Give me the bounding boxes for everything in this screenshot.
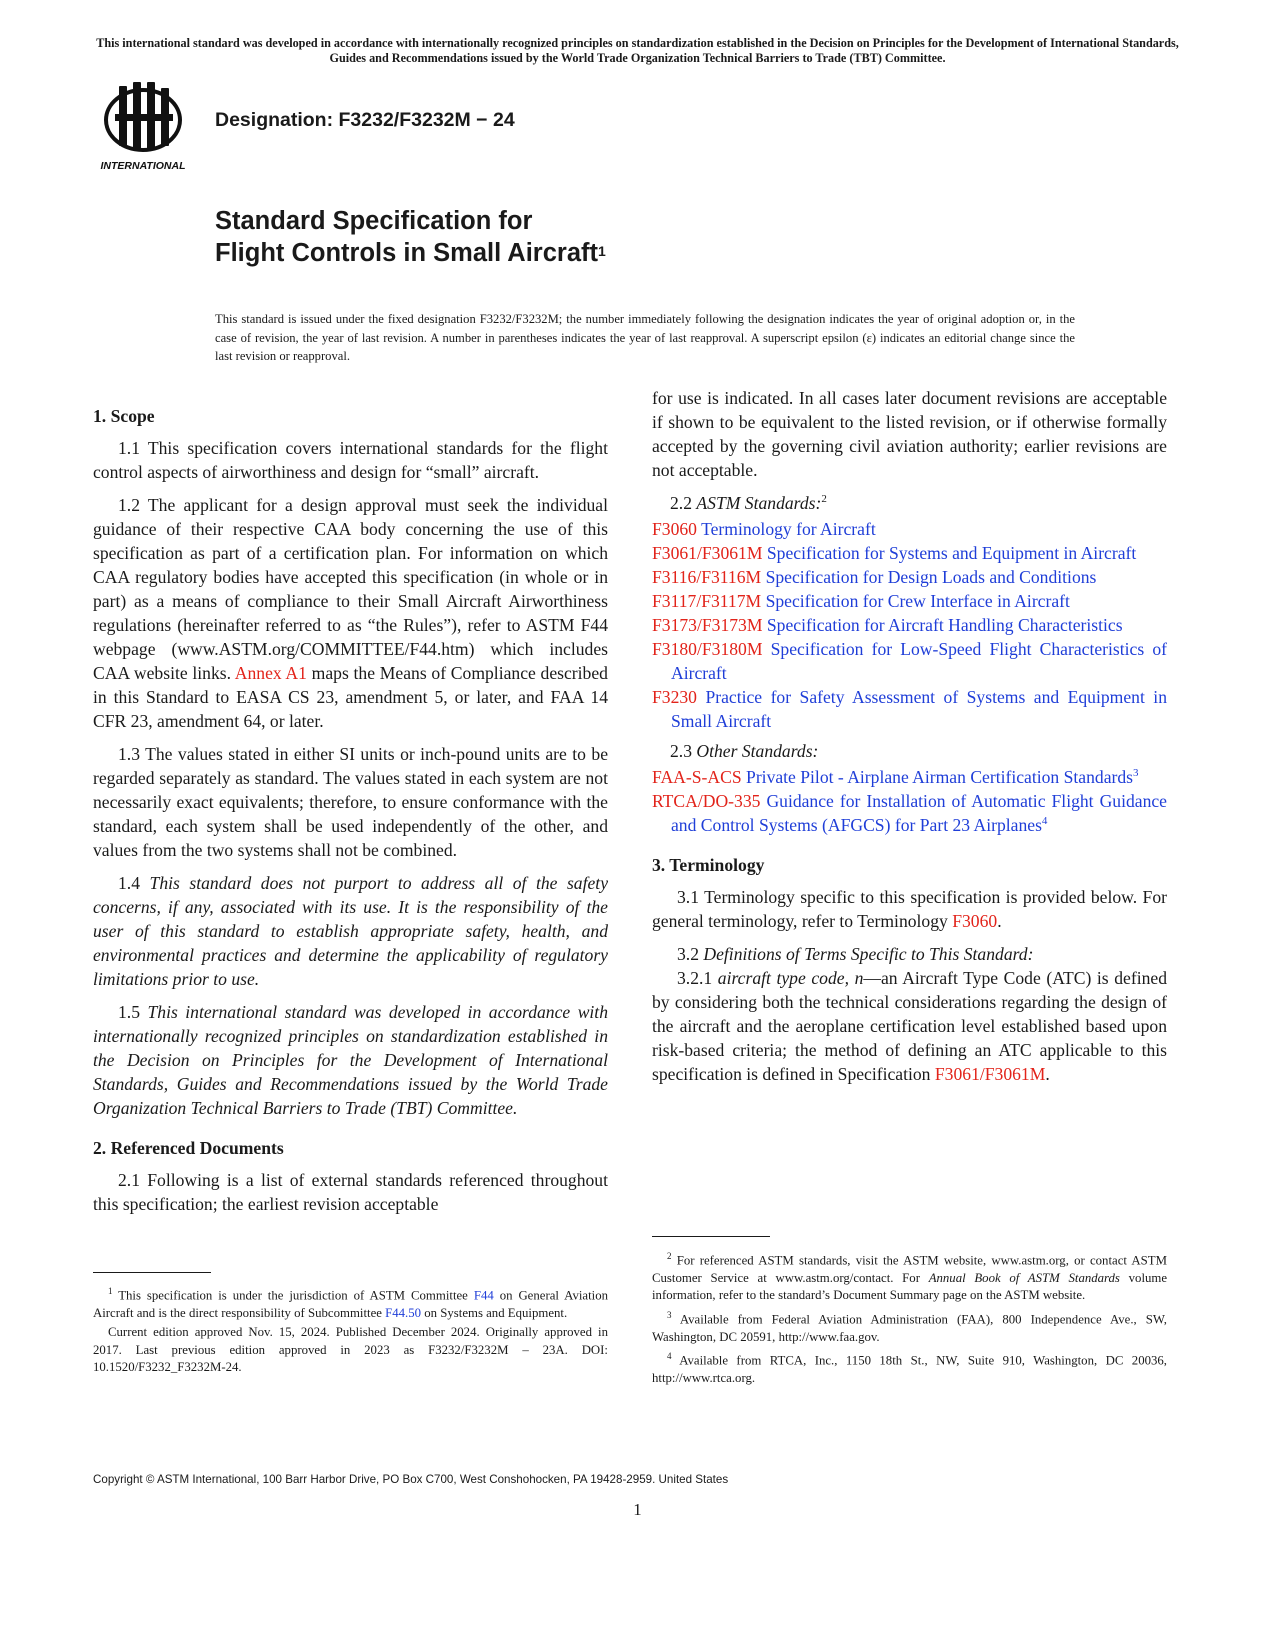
title-line-2: Flight Controls in Small Aircraft (215, 239, 598, 267)
reference-code-link[interactable]: F3230 (652, 687, 697, 707)
reference-code-link[interactable]: F3117/F3117M (652, 591, 762, 611)
f3060-link[interactable]: F3060 (952, 911, 998, 931)
para-1-3: 1.3 The values stated in either SI units or inch-pound units are to be regarded separately as standard. The values stated in each system are not necessarily exact equivalents; therefore, to ensure conformance with the standard, each system shall be used independently of the other, and values from the two systems shall not be combined. (93, 744, 608, 860)
logo-international-text: INTERNATIONAL (100, 160, 186, 172)
para-3-2: 3.2 Definitions of Terms Specific to This Standard: (677, 944, 1034, 964)
f44-link[interactable]: F44 (473, 1288, 494, 1303)
reference-title-link[interactable]: Specification for Aircraft Handling Characteristics (766, 615, 1123, 635)
copyright-line: Copyright © ASTM International, 100 Barr Harbor Drive, PO Box C700, West Conshohocken, PA 19428-2959. United States (93, 1473, 729, 1486)
para-3-2-1: 3.2.1 aircraft type code, n—an Aircraft Type Code (ATC) is defined by considering both the technical considerations regarding the design of the aircraft and the aeroplane certification level established based upon risk-based criteria; the method of defining an ATC applicable to this specification is defined in Specification F3061/F3061M. (652, 968, 1167, 1084)
reference-item (652, 765, 1167, 789)
reference-item (652, 589, 1167, 613)
reference-item (652, 565, 1167, 589)
reference-code-link[interactable]: F3180/F3180M (652, 639, 763, 659)
reference-item (652, 789, 1167, 837)
section-1-heading: 1. Scope (93, 406, 155, 426)
footnote-2: $^2$ For referenced ASTM standards, visit the ASTM website, www.astm.org, or contact ASTM Customer Service at www.astm.org/contact. For Annual Book of ASTM Standards volume information, refer to the standard’s Document Summary page on the ASTM website. (652, 1251, 1168, 1303)
para-1-4: 1.4 This standard does not purport to address all of the safety concerns, if any, associated with its use. It is the responsibility of the user of this standard to establish appropriate safety, health, and environmental practices and determine the applicability of regulatory limitations prior to use. (93, 873, 609, 989)
reference-title-link[interactable]: Specification for Crew Interface in Aircraft (765, 591, 1070, 611)
reference-title-link[interactable]: Private Pilot - Airplane Airman Certification Standards (746, 767, 1134, 787)
other-standards-list (652, 765, 1167, 837)
f3061-link[interactable]: F3061/F3061M (934, 1064, 1046, 1084)
reference-item (652, 541, 1167, 565)
footnote-1: $^1$ This specification is under the jurisdiction of ASTM Committee F44 on General Aviation Aircraft and is the direct responsibility of Subcommittee F44.50 on Systems and Equipment. (93, 1286, 609, 1320)
reference-code-link[interactable]: F3173/F3173M (652, 615, 763, 635)
reference-code-link[interactable]: F3061/F3061M (652, 543, 763, 563)
left-column (93, 404, 608, 1225)
reference-code-link[interactable]: FAA-S-ACS (652, 767, 742, 787)
astm-logo (93, 82, 193, 176)
reference-code-link[interactable]: RTCA/DO-335 (652, 791, 761, 811)
footnote-rule-left (93, 1272, 211, 1273)
reference-item (652, 637, 1167, 685)
footnote-4: $^4$ Available from RTCA, Inc., 1150 18th St., NW, Suite 910, Washington, DC 20036, http://www.rtca.org. (652, 1351, 1167, 1385)
para-2-1-cont: for use is indicated. In all cases later document revisions are acceptable if shown to be equivalent to the listed revision, or if otherwise formally accepted by the governing civil aviation authority; earlier revisions are not acceptable. (652, 388, 1167, 480)
astm-standards-list (652, 517, 1167, 733)
reference-code-link[interactable]: F3116/F3116M (652, 567, 762, 587)
footnotes-right (652, 1248, 1167, 1389)
annex-a1-link[interactable]: Annex A1 (234, 663, 307, 683)
title-footnote-marker: 1 (598, 243, 606, 259)
para-1-2: 1.2 The applicant for a design approval must seek the individual guidance of their respective CAA body concerning the use of this specification as part of a certification plan. For information on which CAA regulatory bodies have accepted this specification (in whole or in part) as a means of compliance to their Small Aircraft Airworthiness regulations (hereinafter referred to as “the Rules”), refer to ASTM F44 webpage (www.ASTM.org/COMMITTEE/F44.htm) which includes CAA website links. Annex A1 maps the Means of Compliance described in this Standard to EASA CS 23, amendment 5, or later, and FAA 14 CFR 23, amendment 64, or later. (93, 495, 608, 731)
reference-footnote-marker: 4 (1041, 815, 1048, 827)
section-2-heading: 2. Referenced Documents (93, 1138, 284, 1158)
right-column (652, 386, 1167, 1095)
designation: Designation: F3232/F3232M − 24 (215, 109, 515, 131)
para-1-5: 1.5 This international standard was developed in accordance with internationally recognized principles on standardization established in the Decision on Principles for the Development of International Standards, Guides and Recommendations issued by the World Trade Organization Technical Barriers to Trade (TBT) Committee. (93, 1002, 608, 1118)
para-3-1: 3.1 Terminology specific to this specification is provided below. For general terminology, refer to Terminology F3060. (652, 887, 1167, 931)
page-number: 1 (633, 1500, 642, 1519)
reference-item (652, 517, 1167, 541)
reference-title-link[interactable]: Guidance for Installation of Automatic Flight Guidance and Control Systems (AFGCS) for Part 23 Airplanes (671, 791, 1167, 835)
f44-50-link[interactable]: F44.50 (385, 1305, 422, 1320)
reference-code-link[interactable]: F3060 (652, 519, 697, 539)
reference-item (652, 613, 1167, 637)
edition-note: Current edition approved Nov. 15, 2024. Published December 2024. Originally approved in 2017. Last previous edition approved in 2023 as F3232/F3232M – 23A. DOI: 10.1520/F3232_F3232M-24. (93, 1325, 608, 1375)
international-standard-notice: This international standard was developed in accordance with internationally recognized principles on standardization established in the Decision on Principles for the Development of International Standards, Guides and Recommendations issued by the World Trade Organization Technical Barriers to Trade (TBT) Committee. (96, 36, 1179, 65)
reference-title-link[interactable]: Specification for Systems and Equipment in Aircraft (766, 543, 1137, 563)
reference-item (652, 685, 1167, 733)
footnote-rule-right (652, 1236, 770, 1237)
issuance-note: This standard is issued under the fixed designation F3232/F3232M; the number immediately following the designation indicates the year of original adoption or, in the case of revision, the year of last revision. A number in parentheses indicates the year of last reapproval. A superscript epsilon (ε) indicates an editorial change since the last revision or reapproval. (215, 312, 1075, 364)
document-title (215, 205, 606, 269)
astm-standards-label: 2.2 ASTM Standards:$^2$ (670, 493, 827, 513)
other-standards-label: 2.3 Other Standards: (670, 741, 819, 761)
footnote-3: $^3$ Available from Federal Aviation Administration (FAA), 800 Independence Ave., SW, Washington, DC 20591, http://www.faa.gov. (652, 1309, 1167, 1344)
title-line-1: Standard Specification for (215, 207, 533, 235)
para-2-1-start: 2.1 Following is a list of external standards referenced throughout this specification; the earliest revision acceptable (93, 1170, 608, 1214)
reference-title-link[interactable]: Practice for Safety Assessment of Systems and Equipment in Small Aircraft (671, 687, 1167, 731)
para-1-1: 1.1 This specification covers international standards for the flight control aspects of airworthiness and design for “small” aircraft. (93, 438, 608, 482)
reference-footnote-marker: 3 (1133, 767, 1139, 779)
reference-title-link[interactable]: Specification for Design Loads and Conditions (765, 567, 1097, 587)
section-3-heading: 3. Terminology (652, 855, 765, 875)
reference-title-link[interactable]: Specification for Low-Speed Flight Characteristics of Aircraft (671, 639, 1167, 683)
reference-title-link[interactable]: Terminology for Aircraft (701, 519, 876, 539)
footnotes-left (93, 1283, 608, 1379)
